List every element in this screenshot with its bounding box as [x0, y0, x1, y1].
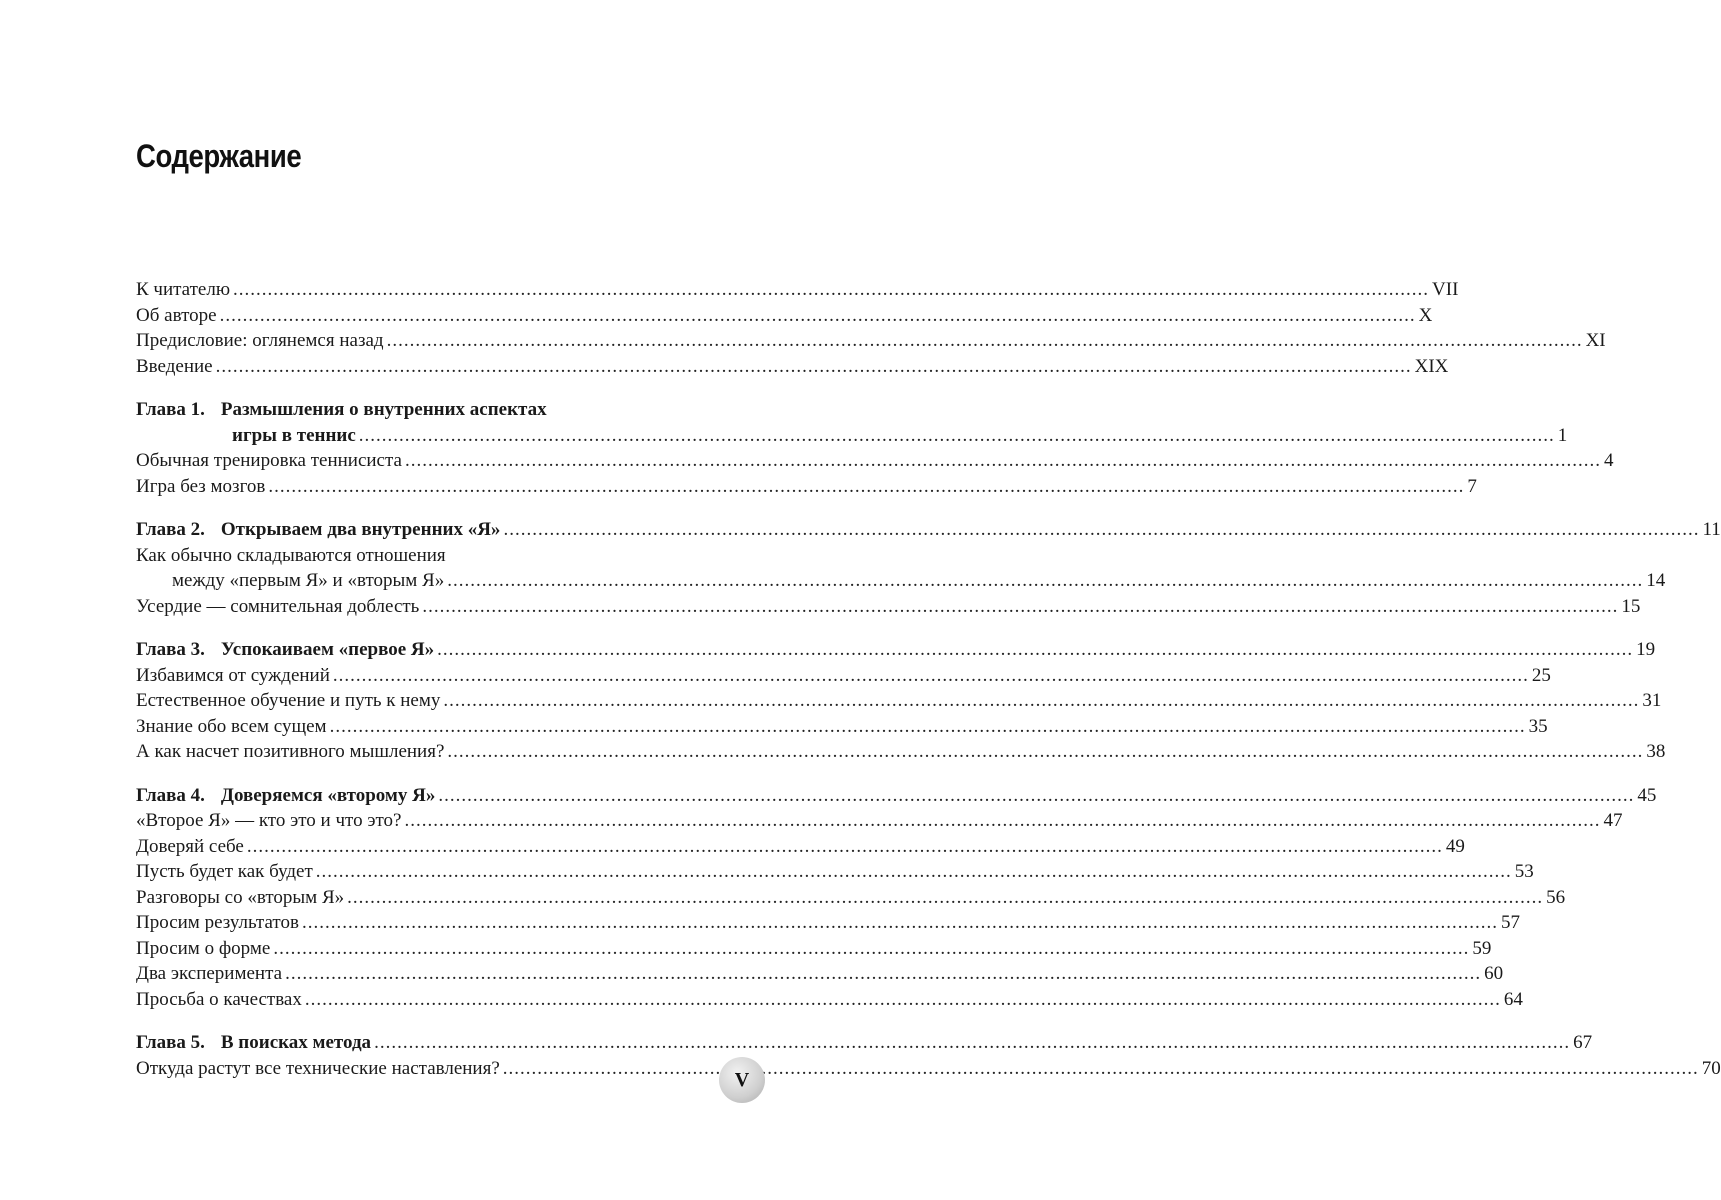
chapter-title: Успокаиваем «первое Я» — [220, 639, 435, 660]
leader-dots — [233, 277, 1429, 303]
chapter-title-cont: игры в теннис — [232, 424, 356, 446]
front-matter — [136, 277, 1606, 379]
chapter-page: 45 — [1637, 784, 1657, 806]
leader-dots — [247, 834, 1443, 860]
toc-entry-title: Разговоры со «вторым Я» — [136, 886, 345, 908]
chapter-page: 1 — [1557, 424, 1568, 446]
toc-entry[interactable] — [136, 885, 1566, 911]
chapter-2 — [136, 517, 1721, 619]
toc-entry-page: 15 — [1621, 595, 1641, 617]
toc-entry[interactable] — [136, 594, 1641, 620]
chapter-label: Глава 3. — [136, 639, 205, 660]
toc-entry-page: XI — [1585, 330, 1606, 351]
chapter-heading-cont[interactable] — [136, 423, 1568, 449]
leader-dots — [333, 663, 1529, 689]
toc-entry[interactable] — [136, 474, 1477, 500]
toc-entry-title: Знание обо всем сущем — [136, 715, 327, 737]
toc-entry-title: А как насчет позитивного мышления? — [136, 741, 445, 762]
chapter-heading[interactable] — [136, 1030, 1593, 1056]
toc-entry-page: 38 — [1646, 741, 1666, 762]
toc-entry-title: Как обычно складываются отношения — [136, 544, 446, 566]
toc-entry-page: 59 — [1472, 937, 1492, 959]
toc-entry-page: 7 — [1467, 475, 1477, 497]
chapter-label: Глава 2. — [136, 519, 205, 540]
toc-entry-title: Обычная тренировка теннисиста — [136, 450, 402, 471]
toc-entry-page: 4 — [1603, 450, 1614, 471]
toc-entry-title: К читателю — [136, 279, 231, 300]
toc-entry-title: Игра без мозгов — [136, 475, 266, 497]
chapter-label: Глава 1. — [136, 399, 205, 420]
leader-dots — [302, 910, 1498, 936]
chapter-4 — [136, 783, 1657, 1013]
toc-entry[interactable] — [136, 303, 1433, 329]
toc-entry-title: Введение — [136, 355, 213, 377]
toc-entry-page: 25 — [1531, 664, 1551, 686]
chapter-heading[interactable] — [136, 637, 1656, 663]
leader-dots — [273, 936, 1469, 962]
toc-entry-title: Естественное обучение и путь к нему — [136, 690, 441, 711]
toc-entry[interactable] — [136, 688, 1662, 714]
toc-entry-page: 53 — [1514, 861, 1534, 882]
toc-entry-page: 56 — [1546, 886, 1566, 908]
toc-entry[interactable] — [136, 961, 1504, 987]
chapter-5 — [136, 1030, 1721, 1081]
leader-dots — [503, 517, 1699, 543]
chapter-page: 11 — [1702, 519, 1721, 540]
toc-entry[interactable] — [136, 987, 1523, 1013]
toc-entry-page: 47 — [1603, 810, 1623, 831]
chapter-title: Открываем два внутренних «Я» — [220, 519, 501, 540]
toc-entry-title: Откуда растут все технические наставления? — [136, 1057, 500, 1079]
toc-entry-page: 70 — [1701, 1057, 1721, 1079]
chapter-3 — [136, 637, 1666, 765]
toc-entry[interactable] — [136, 1056, 1721, 1082]
toc-entry-title: Усердие — сомнительная доблесть — [136, 595, 420, 617]
leader-dots — [447, 568, 1643, 594]
chapter-heading[interactable] — [136, 397, 764, 423]
leader-dots — [387, 328, 1583, 354]
toc-entry[interactable] — [136, 277, 1459, 303]
chapter-label: Глава 4. — [136, 784, 205, 806]
leader-dots — [216, 354, 1412, 380]
leader-dots — [347, 885, 1543, 911]
chapter-title: В поисках метода — [220, 1032, 372, 1053]
toc-entry-title: Предисловие: оглянемся назад — [136, 330, 384, 351]
leader-dots — [443, 688, 1639, 714]
toc-entry-page: 60 — [1484, 963, 1504, 984]
leader-dots — [422, 594, 1618, 620]
chapter-page: 67 — [1573, 1032, 1593, 1053]
page-title: Содержание — [136, 138, 302, 174]
toc-entry-title: Доверяй себе — [136, 835, 244, 857]
leader-dots — [437, 637, 1633, 663]
page-number: V — [734, 1068, 750, 1091]
toc-entry-page: 57 — [1500, 912, 1520, 933]
toc-entry-title: Два эксперимента — [136, 963, 283, 984]
toc-entry[interactable] — [136, 448, 1614, 474]
toc-entry-page: XIX — [1414, 355, 1449, 377]
toc-entry-title: Просим результатов — [136, 912, 299, 933]
leader-dots — [405, 448, 1601, 474]
leader-dots — [268, 474, 1464, 500]
table-of-contents — [136, 277, 1721, 1099]
leader-dots — [359, 423, 1555, 449]
toc-entry-title: Просим о форме — [136, 937, 271, 959]
toc-entry[interactable] — [136, 834, 1465, 860]
toc-entry-page: 64 — [1503, 988, 1523, 1010]
toc-entry-title: Об авторе — [136, 304, 217, 326]
leader-dots — [285, 961, 1481, 987]
chapter-1 — [136, 397, 1614, 499]
toc-entry-cont[interactable] — [136, 568, 1666, 594]
toc-entry[interactable] — [136, 663, 1551, 689]
toc-entry[interactable] — [136, 910, 1520, 936]
chapter-label: Глава 5. — [136, 1032, 205, 1053]
toc-entry-page: 49 — [1445, 835, 1465, 857]
toc-entry-title: Пусть будет как будет — [136, 861, 313, 882]
toc-entry[interactable] — [136, 354, 1449, 380]
leader-dots — [447, 739, 1643, 765]
leader-dots — [305, 987, 1501, 1013]
leader-dots — [316, 859, 1512, 885]
leader-dots — [330, 714, 1526, 740]
toc-entry[interactable] — [136, 739, 1666, 765]
chapter-heading[interactable] — [136, 517, 1721, 543]
leader-dots — [438, 783, 1634, 809]
toc-entry[interactable] — [136, 808, 1623, 834]
leader-dots — [220, 303, 1416, 329]
toc-entry-title: Избавимся от суждений — [136, 664, 330, 686]
chapter-heading[interactable] — [136, 783, 1657, 809]
toc-entry[interactable] — [136, 543, 764, 569]
chapter-title: Доверяемся «второму Я» — [220, 784, 436, 806]
chapter-title: Размышления о внутренних аспектах — [220, 399, 547, 420]
toc-entry[interactable] — [136, 328, 1606, 354]
leader-dots — [374, 1030, 1570, 1056]
toc-entry-page: 14 — [1646, 570, 1666, 591]
leader-dots — [404, 808, 1600, 834]
toc-entry[interactable] — [136, 859, 1534, 885]
toc-entry-page: VII — [1432, 279, 1459, 300]
toc-entry-page: 35 — [1528, 715, 1548, 737]
toc-entry-page: X — [1418, 304, 1433, 326]
toc-entry-title: «Второе Я» — кто это и что это? — [136, 810, 402, 831]
toc-entry-page: 31 — [1642, 690, 1662, 711]
chapter-page: 19 — [1636, 639, 1656, 660]
toc-entry[interactable] — [136, 936, 1492, 962]
page-number-badge — [719, 1057, 765, 1103]
toc-entry-title: Просьба о качествах — [136, 988, 302, 1010]
toc-entry[interactable] — [136, 714, 1548, 740]
toc-entry-title-cont: между «первым Я» и «вторым Я» — [172, 570, 445, 591]
leader-dots — [503, 1056, 1699, 1082]
